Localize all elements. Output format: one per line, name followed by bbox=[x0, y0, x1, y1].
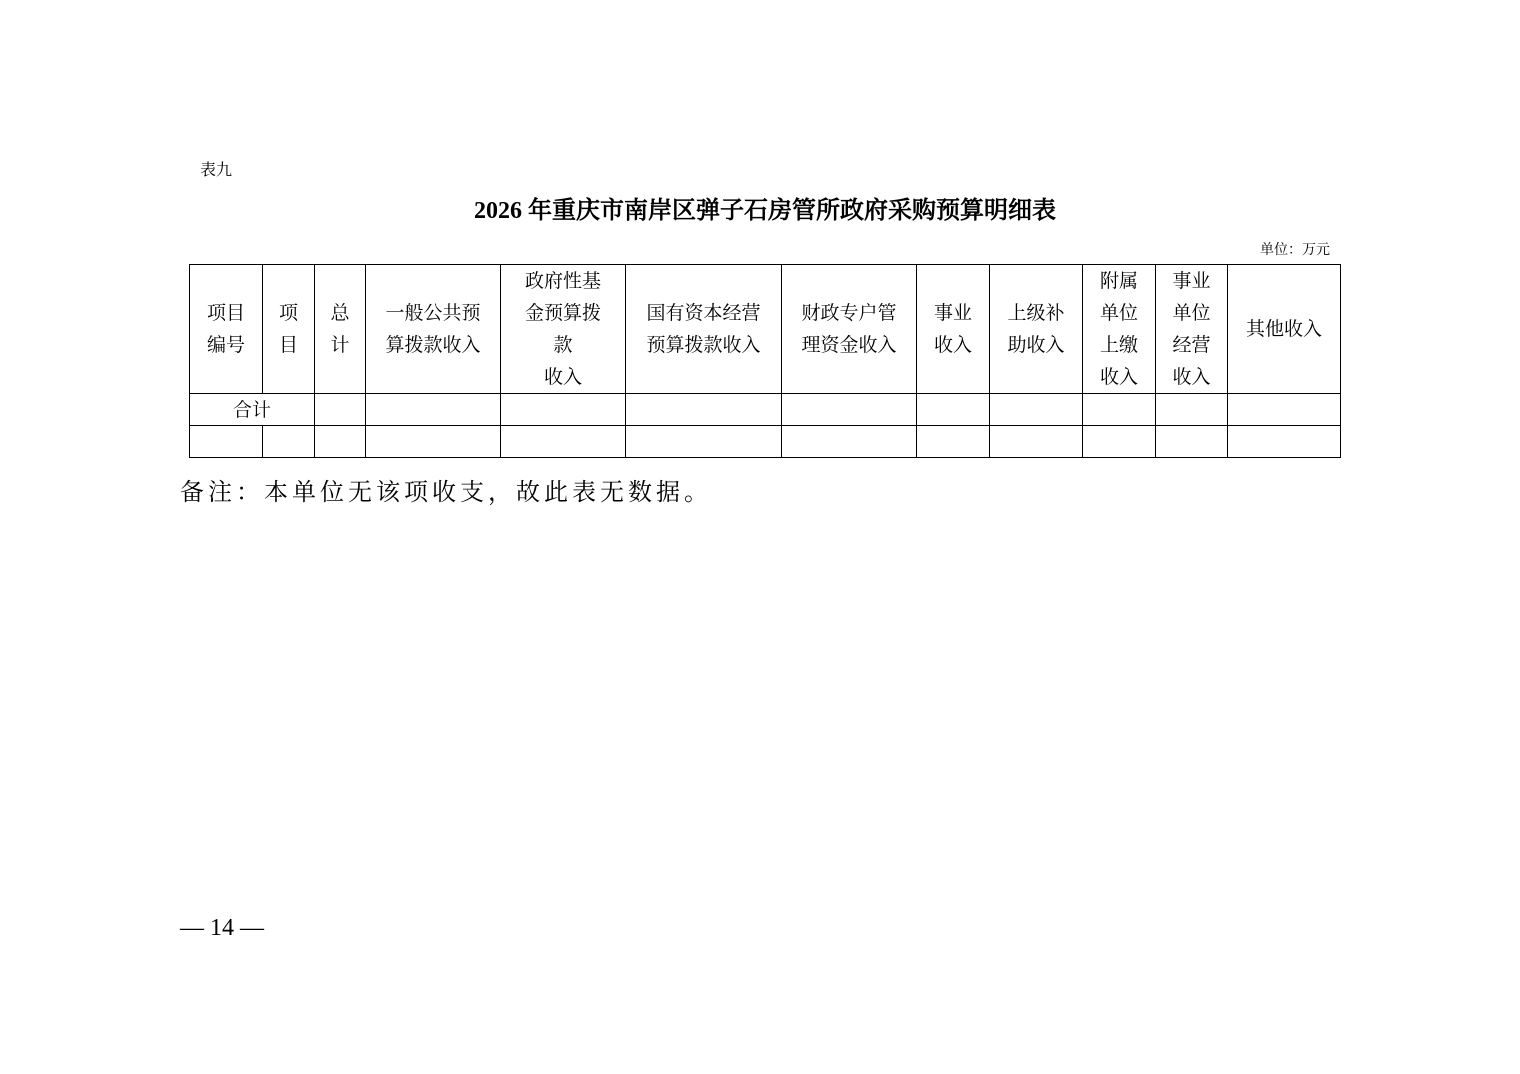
header-line: 编号 bbox=[206, 334, 245, 356]
header-line: 目 bbox=[278, 334, 298, 356]
table-cell bbox=[1083, 426, 1156, 458]
table-cell bbox=[990, 394, 1083, 426]
page-number: — 14 — bbox=[180, 915, 264, 941]
header-government-fund-budget bbox=[501, 265, 626, 394]
table-cell bbox=[1156, 394, 1228, 426]
table-cell bbox=[263, 426, 315, 458]
header-total bbox=[315, 265, 366, 394]
table-cell bbox=[315, 426, 366, 458]
header-line: 财政专户管 bbox=[801, 302, 897, 324]
header-operating-income bbox=[1156, 265, 1228, 394]
document-title: 2026 年重庆市南岸区弹子石房管所政府采购预算明细表 bbox=[474, 198, 1056, 224]
table-cell bbox=[626, 394, 782, 426]
table-header-row bbox=[190, 265, 1341, 394]
header-line: 单位 bbox=[1099, 302, 1138, 324]
total-label: 合计 bbox=[190, 394, 315, 426]
header-general-public-budget bbox=[366, 265, 501, 394]
header-line: 事业 bbox=[933, 302, 972, 324]
header-line: 计 bbox=[330, 334, 350, 356]
header-line: 收入 bbox=[1172, 366, 1211, 388]
header-line: 上级补 bbox=[1007, 302, 1065, 324]
header-line: 理资金收入 bbox=[801, 334, 897, 356]
header-project-code bbox=[190, 265, 263, 394]
header-line: 经营 bbox=[1172, 334, 1211, 356]
remark-note: 备注：本单位无该项收支，故此表无数据。 bbox=[180, 478, 712, 506]
header-line: 上缴 bbox=[1099, 334, 1138, 356]
total-row bbox=[190, 394, 1341, 426]
procurement-budget-table bbox=[189, 264, 1341, 458]
table-cell bbox=[1228, 426, 1341, 458]
header-line: 项目 bbox=[206, 302, 245, 324]
header-line: 附属 bbox=[1099, 270, 1138, 292]
header-line: 助收入 bbox=[1007, 334, 1065, 356]
header-subsidiary-remittance bbox=[1083, 265, 1156, 394]
table-cell bbox=[366, 426, 501, 458]
header-business-income bbox=[917, 265, 990, 394]
table-cell bbox=[990, 426, 1083, 458]
header-state-capital-budget bbox=[626, 265, 782, 394]
header-line: 单位 bbox=[1172, 302, 1211, 324]
table-row bbox=[190, 426, 1341, 458]
header-line: 一般公共预 bbox=[385, 302, 481, 324]
table-cell bbox=[501, 426, 626, 458]
header-line: 项 bbox=[278, 302, 298, 324]
table-cell bbox=[917, 394, 990, 426]
header-special-account-funds bbox=[782, 265, 917, 394]
table-cell bbox=[190, 426, 263, 458]
table-cell bbox=[1083, 394, 1156, 426]
unit-label: 单位：万元 bbox=[1260, 242, 1330, 258]
header-line: 收入 bbox=[1099, 366, 1138, 388]
table-cell bbox=[1228, 394, 1341, 426]
header-line: 收入 bbox=[933, 334, 972, 356]
header-line: 国有资本经营 bbox=[646, 302, 761, 324]
header-line: 算拨款收入 bbox=[385, 334, 481, 356]
table-cell bbox=[501, 394, 626, 426]
header-line: 款 bbox=[553, 334, 573, 356]
table-cell bbox=[782, 394, 917, 426]
table-cell bbox=[366, 394, 501, 426]
header-other-income bbox=[1228, 265, 1341, 394]
table-cell bbox=[917, 426, 990, 458]
header-line: 预算拨款收入 bbox=[646, 334, 761, 356]
header-line: 总 bbox=[330, 302, 350, 324]
header-line: 金预算拨 bbox=[524, 302, 601, 324]
header-project bbox=[263, 265, 315, 394]
table-cell bbox=[782, 426, 917, 458]
table-cell bbox=[315, 394, 366, 426]
table-cell bbox=[1156, 426, 1228, 458]
header-superior-subsidy bbox=[990, 265, 1083, 394]
table-number-label: 表九 bbox=[200, 160, 233, 179]
header-line: 事业 bbox=[1172, 270, 1211, 292]
header-line: 政府性基 bbox=[524, 270, 601, 292]
header-line: 收入 bbox=[543, 366, 582, 388]
header-line: 其他收入 bbox=[1245, 318, 1322, 340]
table-cell bbox=[626, 426, 782, 458]
